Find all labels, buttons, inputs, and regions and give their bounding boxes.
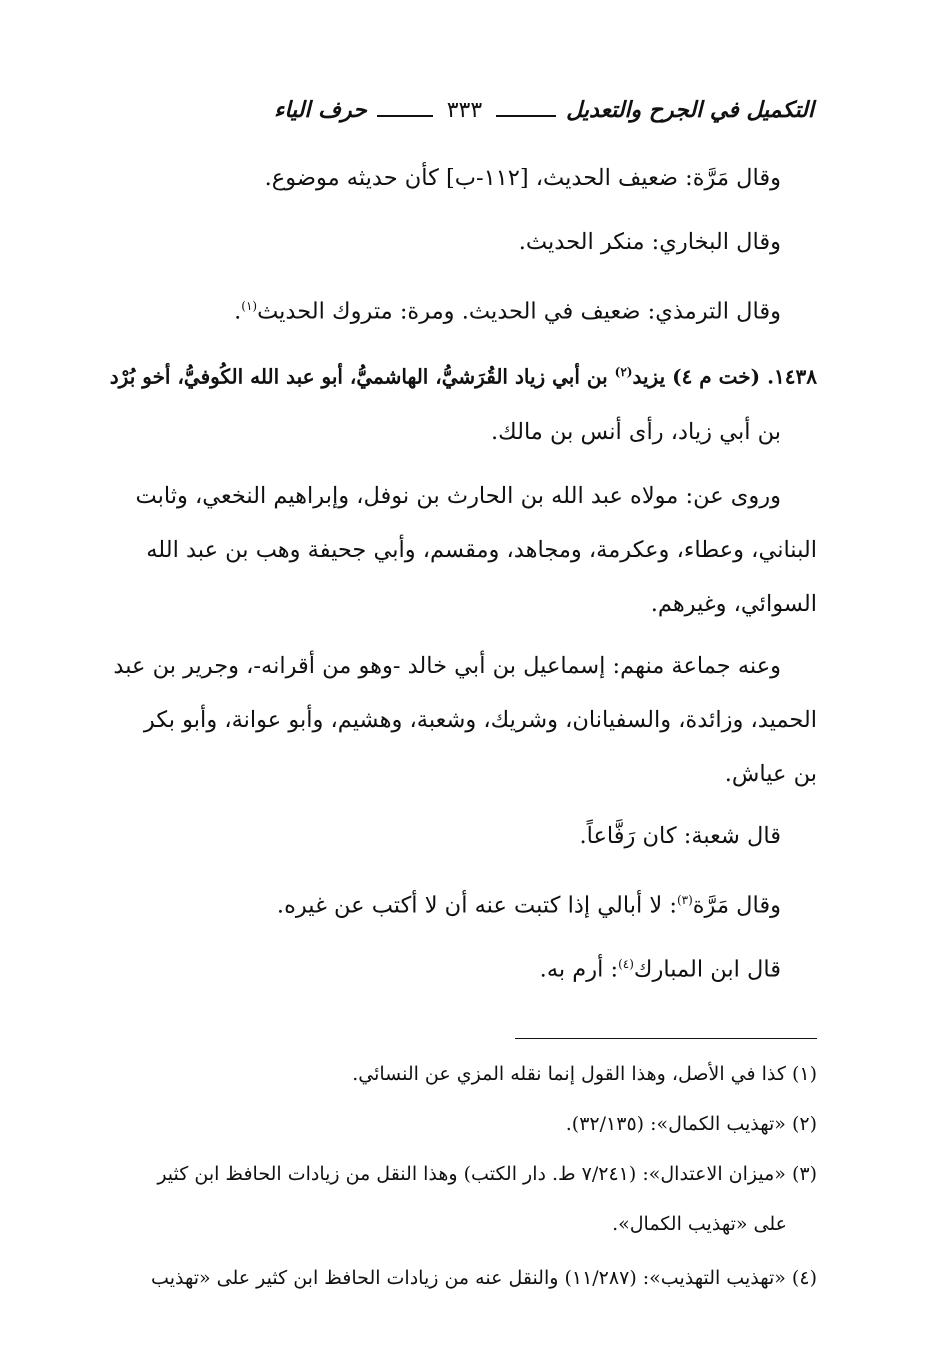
text-line: وقال البخاري: منكر الحديث.: [518, 229, 781, 255]
footnote: (٢) «تهذيب الكمال»: (٣٢/١٣٥).: [565, 1113, 817, 1135]
text-span: قال ابن المبارك: [633, 956, 781, 983]
footnote: (٣) «ميزان الاعتدال»: (٧/٢٤١ ط. دار الكتب) وهذا النقل من زيادات الحافظ ابن كثير: [157, 1163, 817, 1185]
footnote: على «تهذيب الكمال».: [612, 1213, 787, 1235]
text-line: وقال مَرَّة: ضعيف الحديث، [١١٢-ب] كأن حديثه موضوع.: [264, 165, 781, 191]
text-line: البناني، وعطاء، وعكرمة، ومجاهد، ومقسم، وأبي جحيفة وهب بن عبد الله: [146, 537, 817, 563]
footnote-ref: (٢): [614, 365, 633, 379]
text-line: قال شعبة: كان رَفَّاعاً.: [579, 823, 781, 849]
header-dash: [377, 115, 433, 117]
text-line: بن عياش.: [724, 761, 817, 787]
text-line: وروى عن: مولاه عبد الله بن الحارث بن نوفل، وإبراهيم النخعي، وثابت: [135, 483, 781, 509]
header-book-title: التكميل في الجرح والتعديل: [566, 97, 814, 123]
text-line: وعنه جماعة منهم: إسماعيل بن أبي خالد -وهو من أقرانه-، وجرير بن عبد: [113, 653, 781, 679]
footnote-ref: (٤): [618, 957, 634, 971]
entry-number-name: ١٤٣٨. (خت م ٤) يزيد: [632, 364, 817, 389]
text-line: بن أبي زياد، رأى أنس بن مالك.: [490, 419, 781, 445]
text-span: وقال الترمذي: ضعيف في الحديث. ومرة: متروك الحديث: [257, 298, 781, 325]
footnote-ref: (١): [241, 299, 258, 313]
footnote-ref: (٣): [676, 893, 693, 907]
text-line: الحميد، وزائدة، والسفيانان، وشريك، وشعبة، وهشيم، وأبو عوانة، وأبو بكر: [143, 707, 817, 733]
entry-name-rest: بن أبي زياد القُرَشيُّ، الهاشميُّ، أبو عبد الله الكُوفيُّ، أخو بُرْد: [109, 364, 615, 389]
text-line: السوائي، وغيرهم.: [650, 591, 817, 617]
header-section: حرف الياء: [273, 97, 367, 123]
header-dash: [496, 115, 556, 117]
footnote: (١) كذا في الأصل، وهذا القول إنما نقله المزي عن النسائي.: [352, 1063, 817, 1085]
text-line: [112, 944, 817, 984]
text-line: [112, 286, 817, 326]
text-span: .: [234, 298, 242, 325]
footnote-separator: [515, 1038, 817, 1039]
page-number: ٣٣٣: [446, 97, 483, 123]
footnote: (٤) «تهذيب التهذيب»: (١١/٢٨٧) والنقل عنه من زيادات الحافظ ابن كثير على «تهذيب: [151, 1267, 817, 1289]
text-span: : لا أبالي إذا كتبت عنه أن لا أكتب عن غيره.: [276, 892, 677, 919]
text-span: : أرم به.: [539, 956, 619, 983]
text-span: وقال مَرَّة: [692, 892, 781, 919]
running-header: [115, 88, 814, 132]
entry-heading: [108, 352, 817, 392]
text-line: [112, 880, 817, 920]
